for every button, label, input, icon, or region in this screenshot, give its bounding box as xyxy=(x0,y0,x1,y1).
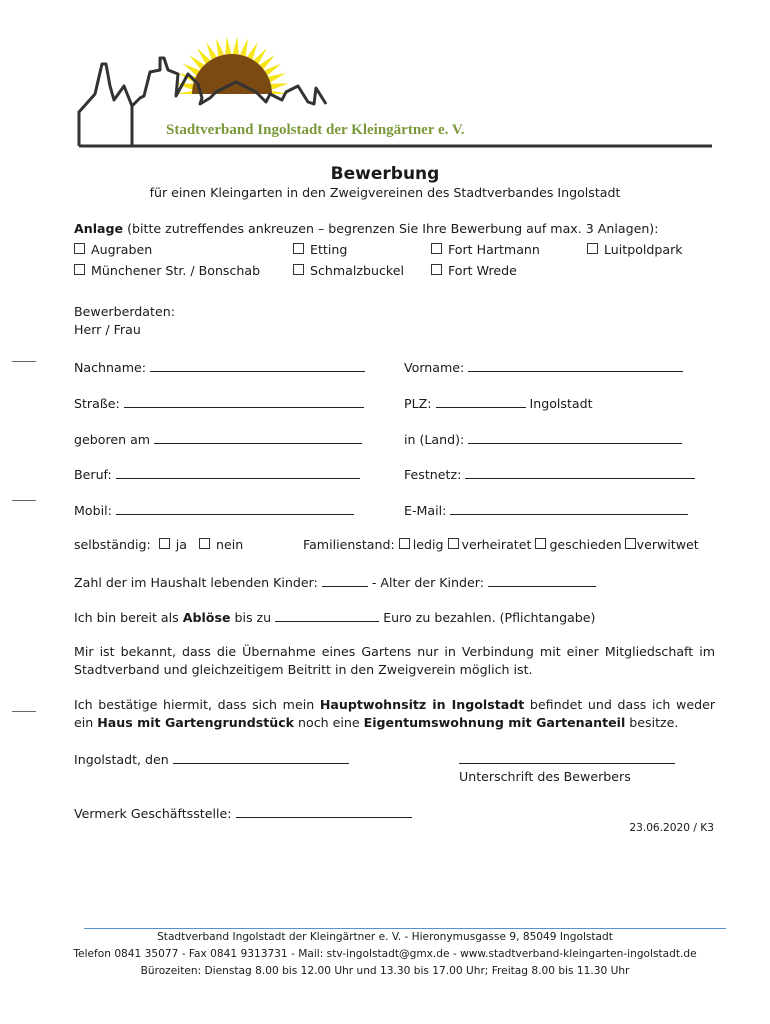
mobil-field[interactable] xyxy=(74,501,354,518)
option-label: Luitpoldpark xyxy=(604,242,683,257)
document-subtitle: für einen Kleingarten in den Zweigvereinen des Stadtverbandes Ingolstadt xyxy=(149,185,621,200)
checkbox[interactable] xyxy=(293,264,304,275)
input-line[interactable] xyxy=(124,394,364,408)
text: noch eine xyxy=(294,715,364,730)
bewerber-heading: Bewerberdaten: xyxy=(74,304,175,319)
checkbox[interactable] xyxy=(431,243,442,254)
field-label: Mobil: xyxy=(74,503,112,518)
field-label: Festnetz: xyxy=(404,467,462,482)
anlage-label: Anlage xyxy=(74,221,124,236)
anlage-option-luitpoldpark[interactable] xyxy=(587,242,683,257)
kinder-row xyxy=(74,573,596,590)
option-label: verwitwet xyxy=(636,537,699,552)
abloese-input[interactable] xyxy=(275,608,379,622)
checkbox[interactable] xyxy=(293,243,304,254)
familienstand-field xyxy=(303,537,699,552)
input-line[interactable] xyxy=(468,358,683,372)
footer-divider xyxy=(84,928,726,929)
text: befindet und dass ich weder ein xyxy=(74,697,716,730)
kinder-alter-label: - Alter der Kinder: xyxy=(371,575,484,590)
land-field[interactable] xyxy=(404,430,682,447)
anlage-option-fort-hartmann[interactable] xyxy=(431,242,540,257)
sun-ray xyxy=(232,38,239,57)
margin-mark xyxy=(12,711,36,712)
field-label: geboren am xyxy=(74,432,151,447)
email-field[interactable] xyxy=(404,501,688,518)
anlage-option-fort-wrede[interactable] xyxy=(431,263,517,278)
option-label: Fort Hartmann xyxy=(448,242,540,257)
input-line[interactable] xyxy=(150,358,365,372)
field-label: Vermerk Geschäftsstelle: xyxy=(74,806,232,821)
text: besitze. xyxy=(625,715,679,730)
abloese-row xyxy=(74,608,595,625)
option-label: Schmalzbuckel xyxy=(310,263,404,278)
checkbox[interactable] xyxy=(587,243,598,254)
checkbox-geschieden[interactable] xyxy=(535,538,546,549)
place-date-field[interactable] xyxy=(74,750,349,767)
option-label: nein xyxy=(215,537,244,552)
input-line[interactable] xyxy=(465,465,695,479)
confirmation-paragraph xyxy=(74,696,715,732)
footer-contact: Telefon 0841 35077 - Fax 0841 9313731 - Mail: stv-ingolstadt@gmx.de - www.stadtverband-kleingarten-ingolstadt.de xyxy=(73,948,697,960)
anlage-heading xyxy=(74,221,658,236)
signature-line[interactable] xyxy=(459,763,675,764)
checkbox-nein[interactable] xyxy=(199,538,210,549)
field-label: PLZ: xyxy=(404,396,432,411)
option-label: Etting xyxy=(310,242,348,257)
field-label: Straße: xyxy=(74,396,120,411)
sun-ray xyxy=(225,38,232,57)
field-label: Familienstand: xyxy=(303,537,395,552)
abloese-text: Ich bin bereit als xyxy=(74,610,183,625)
input-line[interactable] xyxy=(116,501,354,515)
plz-field[interactable] xyxy=(404,394,593,411)
field-label: Beruf: xyxy=(74,467,112,482)
city-label: Ingolstadt xyxy=(529,396,593,411)
field-label: selbständig: xyxy=(74,537,151,552)
input-line[interactable] xyxy=(154,430,362,444)
input-line[interactable] xyxy=(450,501,688,515)
bold-text: Eigentumswohnung mit Gartenanteil xyxy=(363,715,626,730)
field-label: Ingolstadt, den xyxy=(74,752,169,767)
anlage-option-schmalzbuckel[interactable] xyxy=(293,263,404,278)
version-stamp: 23.06.2020 / K3 xyxy=(629,822,714,834)
margin-mark xyxy=(12,361,36,362)
beruf-field[interactable] xyxy=(74,465,360,482)
abloese-text: bis zu xyxy=(230,610,272,625)
vorname-field[interactable] xyxy=(404,358,683,375)
input-line[interactable] xyxy=(173,750,349,764)
footer-hours: Bürozeiten: Dienstag 8.00 bis 12.00 Uhr und 13.30 bis 17.00 Uhr; Freitag 8.00 bis 11.30 Uhr xyxy=(140,965,630,977)
footer-address: Stadtverband Ingolstadt der Kleingärtner e. V. - Hieronymusgasse 9, 85049 Ingolstadt xyxy=(157,931,613,943)
checkbox-verwitwet[interactable] xyxy=(625,538,636,549)
field-label: E-Mail: xyxy=(404,503,447,518)
option-label: Münchener Str. / Bonschab xyxy=(91,263,261,278)
kinder-zahl-label: Zahl der im Haushalt lebenden Kinder: xyxy=(74,575,318,590)
checkbox-ja[interactable] xyxy=(159,538,170,549)
checkbox-verheiratet[interactable] xyxy=(448,538,459,549)
strasse-field[interactable] xyxy=(74,394,364,411)
anlage-option-augraben[interactable] xyxy=(74,242,152,257)
anlage-option-muenchener-str[interactable] xyxy=(74,263,260,278)
anlage-instruction: (bitte zutreffendes ankreuzen – begrenzen Sie Ihre Bewerbung auf max. 3 Anlagen): xyxy=(123,221,659,236)
org-name: Stadtverband Ingolstadt der Kleingärtner e. V. xyxy=(166,122,465,138)
option-label: ledig xyxy=(412,537,444,552)
text: Ich bestätige hiermit, dass sich mein xyxy=(74,697,320,712)
checkbox[interactable] xyxy=(431,264,442,275)
document-title: Bewerbung xyxy=(330,164,440,184)
option-label: Augraben xyxy=(91,242,153,257)
option-label: ja xyxy=(175,537,187,552)
field-label: Vorname: xyxy=(404,360,465,375)
abloese-bold: Ablöse xyxy=(182,610,231,625)
festnetz-field[interactable] xyxy=(404,465,695,482)
salutation[interactable]: Herr / Frau xyxy=(74,322,141,337)
input-line[interactable] xyxy=(116,465,360,479)
option-label: Fort Wrede xyxy=(448,263,517,278)
anlage-option-etting[interactable] xyxy=(293,242,347,257)
membership-paragraph: Mir ist bekannt, dass die Übernahme eines Gartens nur in Verbindung mit einer Mitgliedschaft im Stadtverband und gleichzeitigem Beitritt in den Zweigverein möglich ist. xyxy=(74,644,715,677)
option-label: geschieden xyxy=(549,537,622,552)
checkbox[interactable] xyxy=(74,264,85,275)
option-label: verheiratet xyxy=(461,537,532,552)
input-line[interactable] xyxy=(436,394,526,408)
margin-mark xyxy=(12,500,36,501)
selbstaendig-field xyxy=(74,537,243,552)
kinder-zahl-input[interactable] xyxy=(322,573,368,587)
input-line[interactable] xyxy=(468,430,682,444)
bold-text: Hauptwohnsitz in Ingolstadt xyxy=(319,697,525,712)
kinder-alter-input[interactable] xyxy=(488,573,596,587)
vermerk-field[interactable] xyxy=(74,804,412,821)
input-line[interactable] xyxy=(236,804,412,818)
geboren-field[interactable] xyxy=(74,430,362,447)
field-label: Nachname: xyxy=(74,360,147,375)
checkbox[interactable] xyxy=(74,243,85,254)
org-logo xyxy=(70,38,720,152)
field-label: in (Land): xyxy=(404,432,465,447)
bold-text: Haus mit Gartengrundstück xyxy=(97,715,295,730)
abloese-text: Euro zu bezahlen. (Pflichtangabe) xyxy=(383,610,596,625)
checkbox-ledig[interactable] xyxy=(399,538,410,549)
signature-label: Unterschrift des Bewerbers xyxy=(459,769,631,784)
nachname-field[interactable] xyxy=(74,358,365,375)
